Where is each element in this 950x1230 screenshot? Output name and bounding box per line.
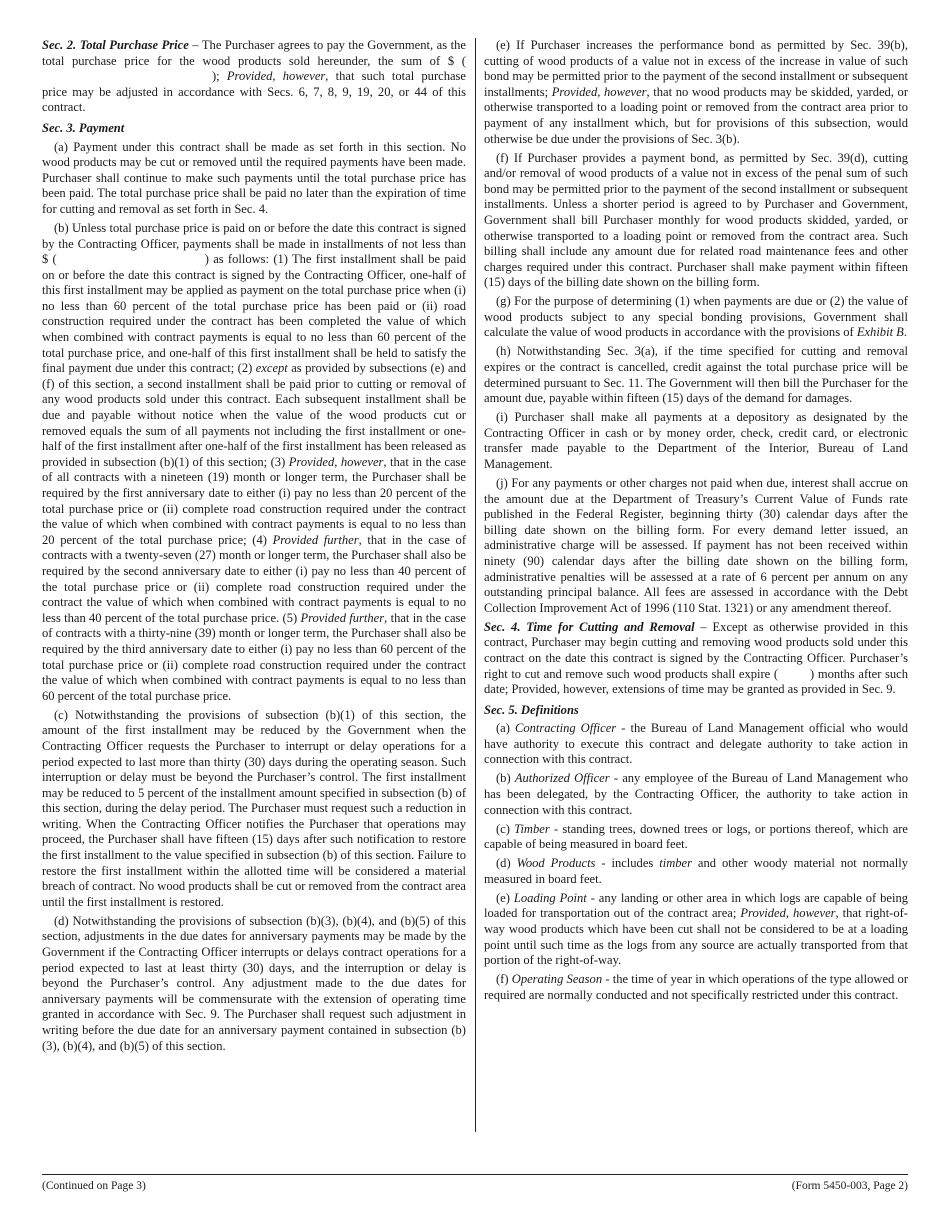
sec5-c: (c) Timber - standing trees, downed trees or logs, or portions thereof, which are capable of being measured in board feet.: [484, 821, 909, 852]
footer-form-number: (Form 5450-003, Page 2): [791, 1180, 908, 1192]
sec3-heading: Sec. 3. Payment: [42, 120, 125, 135]
sec3-c: (c) Notwithstanding the provisions of subsection (b)(1) of this section, the amount of the first installment may be reduced by the Government when the Contracting Officer requests the Purchaser to interrupt or delay operations for a period expected to last more than thirty (30) days during the operating season. Such interruption or delay must be beyond the Purchaser’s control. The first installment may be reduced to 5 percent of the installment amount specified in subsection (b) of this section, during the delay period. The Purchaser must request such a reduction in writing. When the Contracting Officer notifies the Purchaser that operations may proceed, the Purchaser shall have fifteen (15) days after such notification to restore the first installment to the value specified in subsection (b) of this section. Failure to restore the first installment within the allotted time will be considered a material breach of contract. No wood products shall be cut or removed from the contract area until the first installment is restored.: [42, 707, 466, 909]
sec5-b: (b) Authorized Officer - any employee of the Bureau of Land Management who has been delegated, by the Contracting Officer, the authority to take action in connection with this contract.: [484, 771, 908, 817]
sec3-i: (i) Purchaser shall make all payments at a depository as designated by the Contracting Officer in cash or by money order, check, credit card, or electronic transfer made payable to the Department of the Interior, Bureau of Land Management.: [484, 410, 908, 471]
left-column: [42, 38, 466, 1058]
sec3-a: (a) Payment under this contract shall be made as set forth in this section. No wood products may be cut or removed until the required payments have been made. Purchaser shall continue to make such payments until the total purchase price has been paid. The total purchase price shall be paid no later than the expiration of time for cutting and removal as set forth in Sec. 4.: [42, 139, 466, 216]
sec5-heading: Sec. 5. Definitions: [484, 702, 579, 717]
sec3-b: (b) Unless total purchase price is paid on or before the date this contract is signed by the Contracting Officer, payments shall be made in installments of not less than $ ( ) as follows: (1) The first installment shall be paid on or before the date this contract is signed by the Contracting Officer, one-half of this first installment may be applied as payment on the total purchase price when (i) no less than 60 percent of the total purchase price has been paid or (ii) road construction required under the contract has been completed the value of which when combined with contract payments is equal to no less than 60 percent of the total purchase price, and one-half of this first installment shall be held to satisfy the final payment due under this contract; (2) except as provided by subsections (e) and (f) of this section, a second installment shall be paid prior to cutting or removal of any wood products sold under this contract. Each subsequent installment shall be due and payable without notice when the value of the wood products cut or removed equals the sum of all payments not including the first installment or one-half of the first installment after one-half of the first installment has been released as provided in subsection (b)(1) of this section; (3) Provided, however, that in the case of all contracts with a nineteen (19) month or longer term, the Purchaser shall be required by the first anniversary date to either (i) pay no less than 20 percent of the total purchase price or (ii) complete road construction required under the contract the value of which when combined with contract payments is equal to no less than 20 percent of the total purchase price; (4) Provided further, that in the case of contracts with a twenty-seven (27) month or longer term, the Purchaser shall also be required by the second anniversary date to either (i) pay no less than 40 percent of the total purchase price or (ii) complete road construction required under the contract the value of which when combined with contract payments is equal to no less than 40 percent of the total purchase price. (5) Provided further, that in the case of contracts with a thirty-nine (39) month or longer term, the Purchaser shall also be required by the third anniversary date to either (i) pay no less than 60 percent of the total purchase price or (ii) complete road construction required under the contract the value of which when combined with contract payments is equal to no less than 60 percent of the total purchase price.: [42, 220, 467, 703]
sec2-paragraph: Sec. 2. Total Purchase Price – The Purchaser agrees to pay the Government, as the total purchase price for the wood products sold hereunder, the sum of $ (); Provided, however, that such total purchase price may be adjusted in accordance with Secs. 6, 7, 8, 9, 19, 20, or 44 of this contract.: [42, 38, 466, 115]
sec5-e: (e) Loading Point - any landing or other area in which logs are capable of being loaded for transportation out of the contract area; Provided, however, that right-of-way wood products which have been cut shall not be considered to be at a loading point until such time as the logs from any source are actually transported from that portion of the right-of-way.: [484, 890, 908, 968]
sec3-f: (f) If Purchaser provides a payment bond, as permitted by Sec. 39(d), cutting and/or removal of wood products of a value not in excess of the penal sum of such bond may be permitted prior to the payment of the second installment or subsequent installments. Unless a shorter period is agreed to by Purchaser and Government, Government shall bill Purchaser monthly for wood products skidded, yarded, or otherwise transported to a loading point or removed from the contract area. Such billing shall include any amount due for related road maintenance fees and other charges required under this contract. Purchaser shall make payment within fifteen (15) days of the billing date shown on the billing form.: [484, 150, 908, 290]
sec5-a: (a) Contracting Officer - the Bureau of Land Management official who would have authority to execute this contract and delegate authority to take action in connection with this contract.: [484, 721, 909, 767]
sec4-paragraph: Sec. 4. Time for Cutting and Removal – Except as otherwise provided in this contract, Purchaser may begin cutting and removing wood products sold under this contract on the date this contract is signed by the Contracting Officer. Purchaser’s right to cut and remove such wood products shall expire ( ) months after such date; Provided, however, extensions of time may be granted as provided in Sec. 9.: [484, 619, 908, 697]
sec5-f: (f) Operating Season - the time of year in which operations of the type allowed or required are normally conducted and not specifically restricted under this contract.: [484, 972, 909, 1002]
sec3-d: (d) Notwithstanding the provisions of subsection (b)(3), (b)(4), and (b)(5) of this section, adjustments in the due dates for anniversary payments may be made by the Government if the Contracting Officer interrupts or delays contract operations for a period expected to last at least thirty (30) days, and the interruption or delay is beyond the Purchaser’s control. Any adjustment made to the due dates for anniversary payments will be commensurate with the extension of operating time granted in accordance with Sec. 9. The Purchaser shall request such adjustment in writing before the due date for an anniversary payment contained in subsection (b)(3), (b)(4), and (b)(5) of this section.: [42, 913, 466, 1053]
sec2-heading: Sec. 2. Total Purchase Price: [42, 38, 189, 52]
sec3-e: (e) If Purchaser increases the performance bond as permitted by Sec. 39(b), cutting of wood products of a value not in excess of the increase in value of such bond may be permitted prior to the payment of the second installment or subsequent installments; Provided, however, that no wood products may be skidded, yarded, or otherwise transported to a loading point or removed from the contract area prior to payment of any installment which, but for provisions of this subsection, would otherwise be due under the provisions of Sec. 3(b).: [484, 38, 909, 146]
sec4-heading: Sec. 4. Time for Cutting and Removal: [484, 619, 695, 634]
footer-continued: (Continued on Page 3): [42, 1180, 146, 1192]
sec3-h: (h) Notwithstanding Sec. 3(a), if the time specified for cutting and removal expires or the contract is cancelled, credit against the total purchase price will be determined pursuant to Sec. 11. The Government will then bill the Purchaser for the amount due, payable within fifteen (15) days of the demand for damages.: [484, 344, 908, 406]
column-divider: [475, 38, 476, 1132]
footer-rule: [42, 1174, 908, 1175]
right-column: [484, 38, 908, 1007]
sec5-d: (d) Wood Products - includes timber and other woody material not normally measured in board feet.: [484, 856, 908, 886]
sec3-g: (g) For the purpose of determining (1) when payments are due or (2) the value of wood products subject to any special bonding provisions, Government shall calculate the value of wood products in accordance with the provisions of Exhibit B.: [484, 294, 908, 340]
sec3-j: (j) For any payments or other charges not paid when due, interest shall accrue on the amount due at the Department of Treasury’s Current Value of Funds rate published in the Federal Register, beginning thirty (30) calendar days after the billing date shown on the billing form. For every demand letter issued, an administrative charge will be assessed. If payment has not been received within ninety (90) calendar days after the billing date shown on the billing form, administrative penalties will be assessed at a rate of 6 percent per annum on any outstanding principal balance. All fees are assessed in accordance with the Debt Collection Improvement Act of 1996 (110 Stat. 1321) or any amendment thereof.: [484, 475, 908, 615]
